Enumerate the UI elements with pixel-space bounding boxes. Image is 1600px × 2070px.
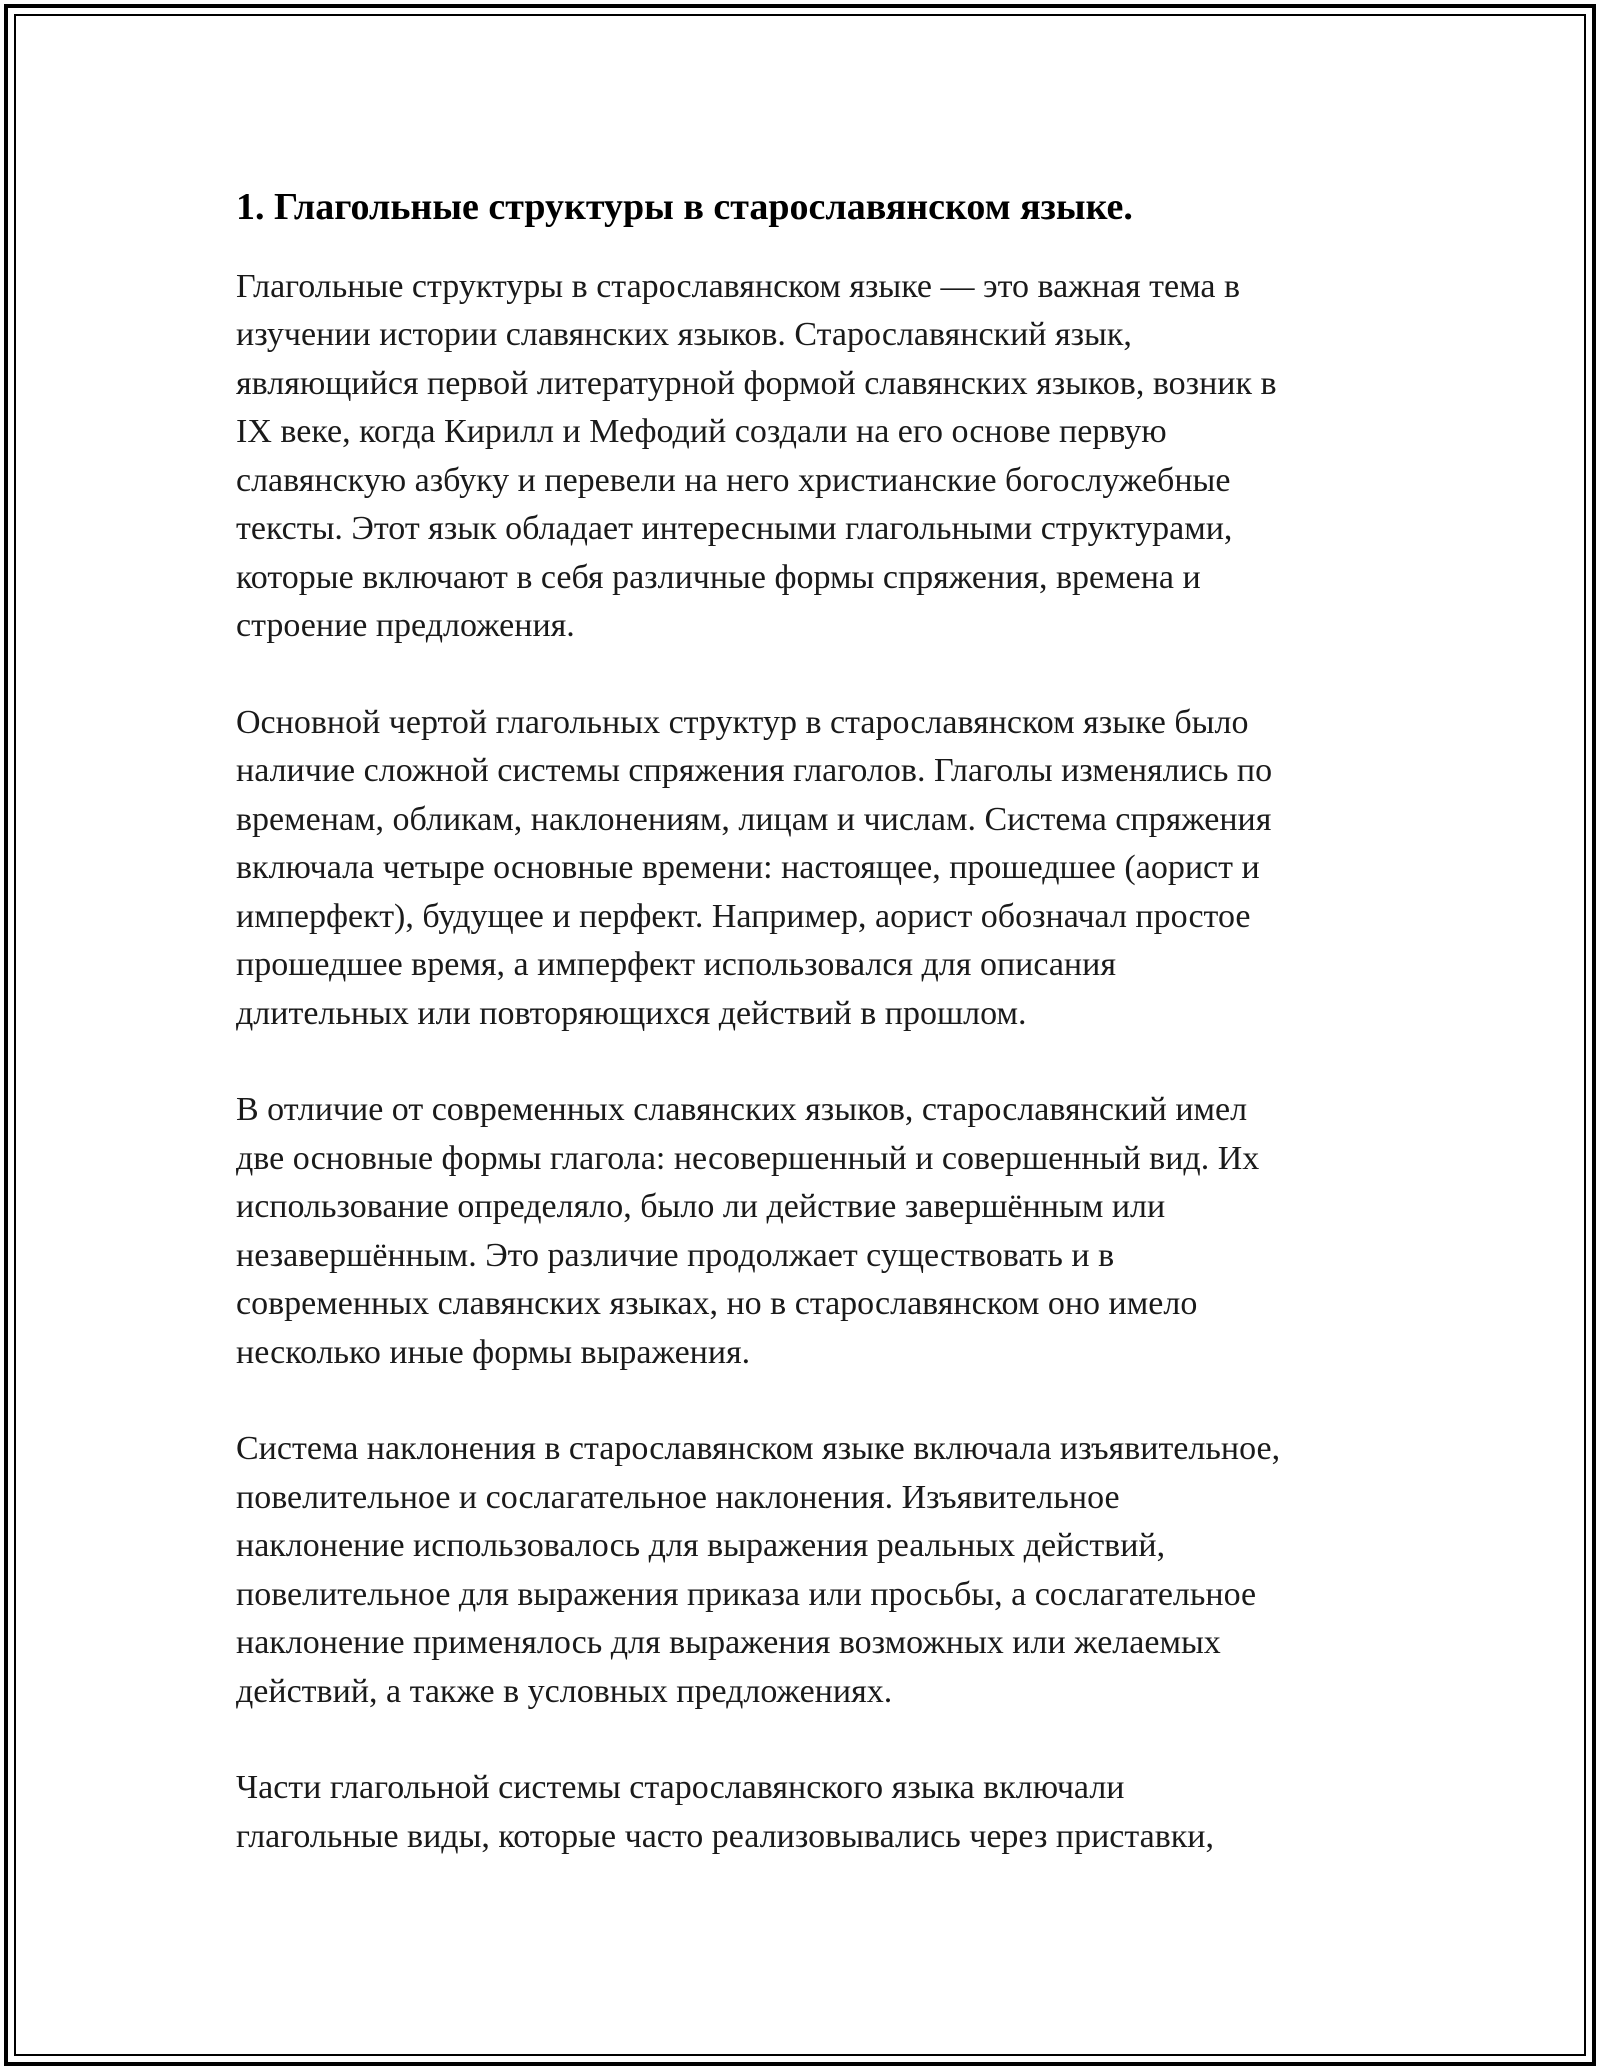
paragraph-4	[236, 1425, 1376, 1716]
text-line: строение предложения.	[236, 607, 575, 645]
text-line: наличие сложной системы спряжения глаголов. Глаголы изменялись по	[236, 752, 1273, 790]
text-line: Глагольные структуры в старославянском языке — это важная тема в	[236, 267, 1241, 305]
text-line: повелительное и сослагательное наклонения. Изъявительное	[236, 1478, 1120, 1516]
text-line: наклонение применялось для выражения возможных или желаемых	[236, 1624, 1221, 1662]
text-line: славянскую азбуку и перевели на него христианские богослужебные	[236, 461, 1231, 499]
document-body	[236, 185, 1376, 1909]
text-line: современных славянских языках, но в старославянском оно имело	[236, 1285, 1198, 1323]
text-line: действий, а также в условных предложениях.	[236, 1672, 893, 1710]
text-line: изучении истории славянских языков. Старославянский язык,	[236, 316, 1132, 354]
text-line: IX веке, когда Кирилл и Мефодий создали на его основе первую	[236, 413, 1167, 451]
paragraph-5	[236, 1764, 1376, 1861]
text-line: включала четыре основные времени: настоящее, прошедшее (аорист и	[236, 849, 1260, 887]
section-heading: 1. Глагольные структуры в старославянском языке.	[236, 186, 1133, 228]
paragraph-2	[236, 699, 1376, 1039]
text-line: тексты. Этот язык обладает интересными глагольными структурами,	[236, 510, 1233, 548]
text-line: Части глагольной системы старославянского языка включали	[236, 1769, 1125, 1807]
text-line: являющийся первой литературной формой славянских языков, возник в	[236, 364, 1277, 402]
text-line: использование определяло, было ли действие завершённым или	[236, 1188, 1166, 1226]
text-line: несколько иные формы выражения.	[236, 1333, 751, 1371]
text-line: В отличие от современных славянских языков, старославянский имел	[236, 1091, 1248, 1129]
text-line: незавершённым. Это различие продолжает существовать и в	[236, 1236, 1115, 1274]
text-line: наклонение использовалось для выражения реальных действий,	[236, 1527, 1166, 1565]
text-line: повелительное для выражения приказа или просьбы, а сослагательное	[236, 1575, 1257, 1613]
paragraph-3	[236, 1086, 1376, 1377]
text-line: глагольные виды, которые часто реализовывались через приставки,	[236, 1817, 1214, 1855]
text-line: длительных или повторяющихся действий в прошлом.	[236, 994, 1027, 1032]
text-line: две основные формы глагола: несовершенный и совершенный вид. Их	[236, 1139, 1260, 1177]
text-line: прошедшее время, а имперфект использовался для описания	[236, 946, 1116, 984]
text-line: временам, обликам, наклонениям, лицам и числам. Система спряжения	[236, 800, 1272, 838]
text-line: Система наклонения в старославянском языке включала изъявительное,	[236, 1430, 1281, 1468]
paragraph-1	[236, 263, 1376, 651]
text-line: Основной чертой глагольных структур в старославянском языке было	[236, 703, 1249, 741]
text-line: имперфект), будущее и перфект. Например, аорист обозначал простое	[236, 897, 1251, 935]
text-line: которые включают в себя различные формы спряжения, времена и	[236, 558, 1201, 596]
